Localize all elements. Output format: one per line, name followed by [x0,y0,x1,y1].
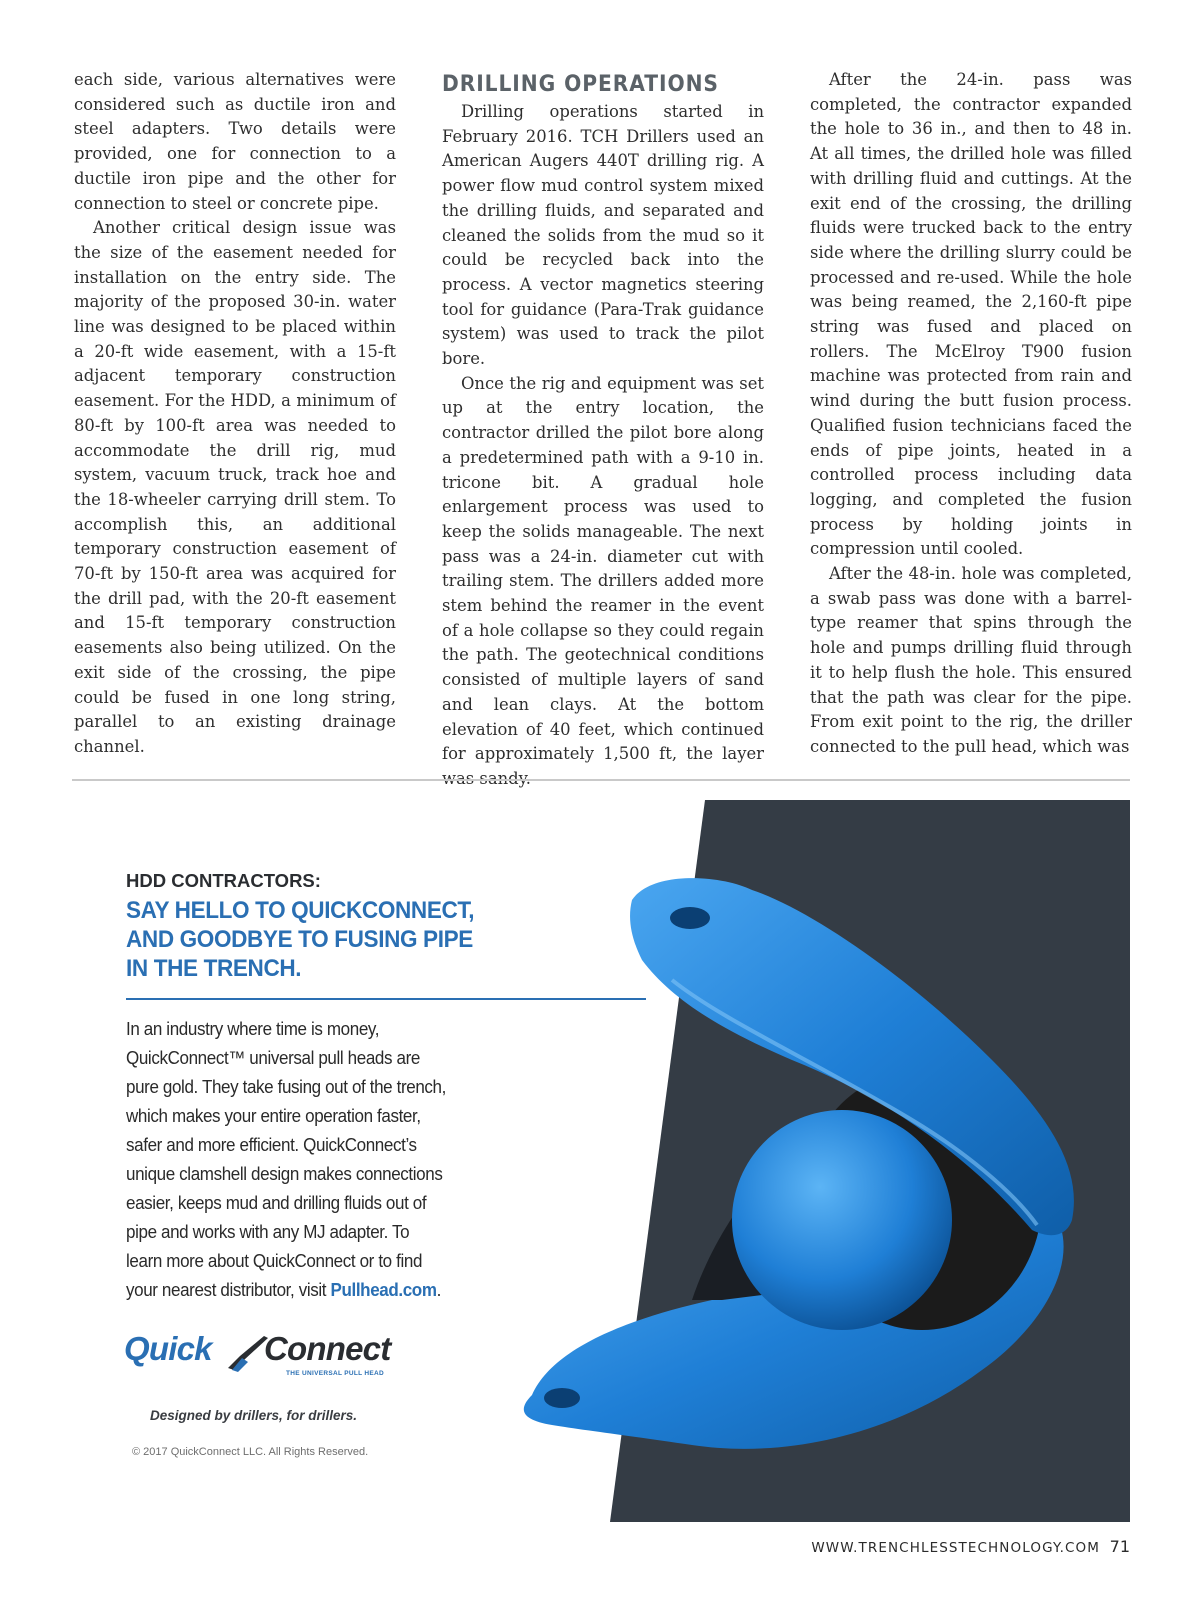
ad-headline [126,896,546,983]
ad-body-line: easier, keeps mud and drilling fluids out of [126,1192,427,1213]
ad-body-line: QuickConnect™ universal pull heads are [126,1047,420,1068]
ad-body-text: your nearest distributor, visit [126,1279,331,1300]
ad-headline-line: SAY HELLO TO QUICKCONNECT, [126,897,475,924]
article-column-3 [810,68,1132,760]
paragraph: After the 48-in. hole was completed, a swab pass was done with a barrel-type reamer that spins through the hole and pumps drilling fluid through it to help flush the hole. This ensured that the path was clear for the pipe. From exit point to the rig, the driller connected to the pull head, which was [810,564,1132,756]
ad-body-line: pipe and works with any MJ adapter. To [126,1221,410,1242]
ad-headline-line: IN THE TRENCH. [126,955,302,982]
advertisement [72,800,1130,1522]
ad-body-line: pure gold. They take fusing out of the trench, [126,1076,446,1097]
logo-subtitle: THE UNIVERSAL PULL HEAD [286,1370,385,1377]
page-number: 71 [1109,1537,1130,1556]
article-column-2 [442,72,764,792]
ad-body-line: learn more about QuickConnect or to find [126,1250,423,1271]
ad-body-line: which makes your entire operation faster, [126,1105,421,1126]
ad-kicker: HDD CONTRACTORS: [126,870,321,891]
ad-body-line: unique clamshell design makes connections [126,1163,443,1184]
paragraph: After the 24-in. pass was completed, the contractor expanded the hole to 36 in., and then to 48 in. At all times, the drilled hole was filled with drilling fluid and cuttings. At the exit end of the crossing, the drilling fluids were trucked back to the entry side where the drilling slurry could be processed and re-used. While the hole was being reamed, the 2,160-ft pipe string was fused and placed on rollers. The McElroy T900 fusion machine was protected from rain and wind during the butt fusion process. Qualified fusion technicians faced the ends of pipe joints, heated in a controlled process including data logging, and completed the fusion process by holding joints in compression until cooled. [810,70,1132,559]
article-column-1 [74,68,396,760]
pullhead-link[interactable]: Pullhead.com [330,1279,437,1300]
paragraph: each side, various alternatives were considered such as ductile iron and steel adapters. Two details were provided, one for connection to a ductile iron pipe and the other for connection to steel or concrete pipe. [74,70,396,213]
ad-body-line-last [126,1275,507,1304]
paragraph: Once the rig and equipment was set up at the entry location, the contractor drilled the pilot bore along a predetermined path with a 9-10 in. tricone bit. A gradual hole enlargement process was used to keep the solids manageable. The next pass was a 24-in. diameter cut with trailing stem. The drillers added more stem behind the reamer in the event of a hole collapse so they could regain the path. The geotechnical conditions consisted of multiple layers of sand and lean clays. At the bottom elevation of 40 feet, which continued for approximately 1,500 ft, the layer [442,373,764,764]
paragraph: Another critical design issue was the size of the easement needed for installation on the entry side. The majority of the proposed 30-in. water line was designed to be placed within a 20-ft wide easement, with a 15-ft adjacent temporary construction easement. For the HDD, a minimum of 80-ft by 100-ft area was needed to accommodate the drill rig, mud system, vacuum truck, track hoe and the 18-wheeler carrying drill stem. To accomplish this, an additional temporary construction easement of 70-ft by 150-ft area was acquired for the drill pad, with the 20-ft easement and 15-ft temporary construction easements also being utilized. On the exit side of the crossing, the pipe could be fused in one long string, parallel to an existing drainage channel. [74,218,396,756]
quickconnect-logo [124,1330,404,1392]
section-heading: DRILLING OPERATIONS [442,72,719,97]
ad-body-text: . [436,1279,441,1300]
pull-head-product-image [492,830,1112,1490]
ad-body [126,1014,536,1304]
ad-tagline: Designed by drillers, for drillers. [150,1408,358,1423]
ad-body-line: In an industry where time is money, [126,1018,380,1039]
footer-url[interactable]: WWW.TRENCHLESSTECHNOLOGY.COM [811,1540,1100,1556]
logo-connect: Connect [264,1330,391,1367]
divider [72,779,1130,781]
ad-headline-line: AND GOODBYE TO FUSING PIPE [126,926,473,953]
ad-body-line: safer and more efficient. QuickConnect’s [126,1134,417,1155]
paragraph: Drilling operations started in February 2016. TCH Drillers used an American Augers 440T drilling rig. A power flow mud control system mixed the drilling fluids, and separated and cleaned the solids from the mud so it could be recycled back into the process. A vector magnetics steering tool for guidance (Para-Trak guidance system) was used to track the pilot bore. [442,102,764,369]
logo-quick: Quick [124,1330,212,1367]
ad-copyright: © 2017 QuickConnect LLC. All Rights Reserved. [132,1446,369,1458]
